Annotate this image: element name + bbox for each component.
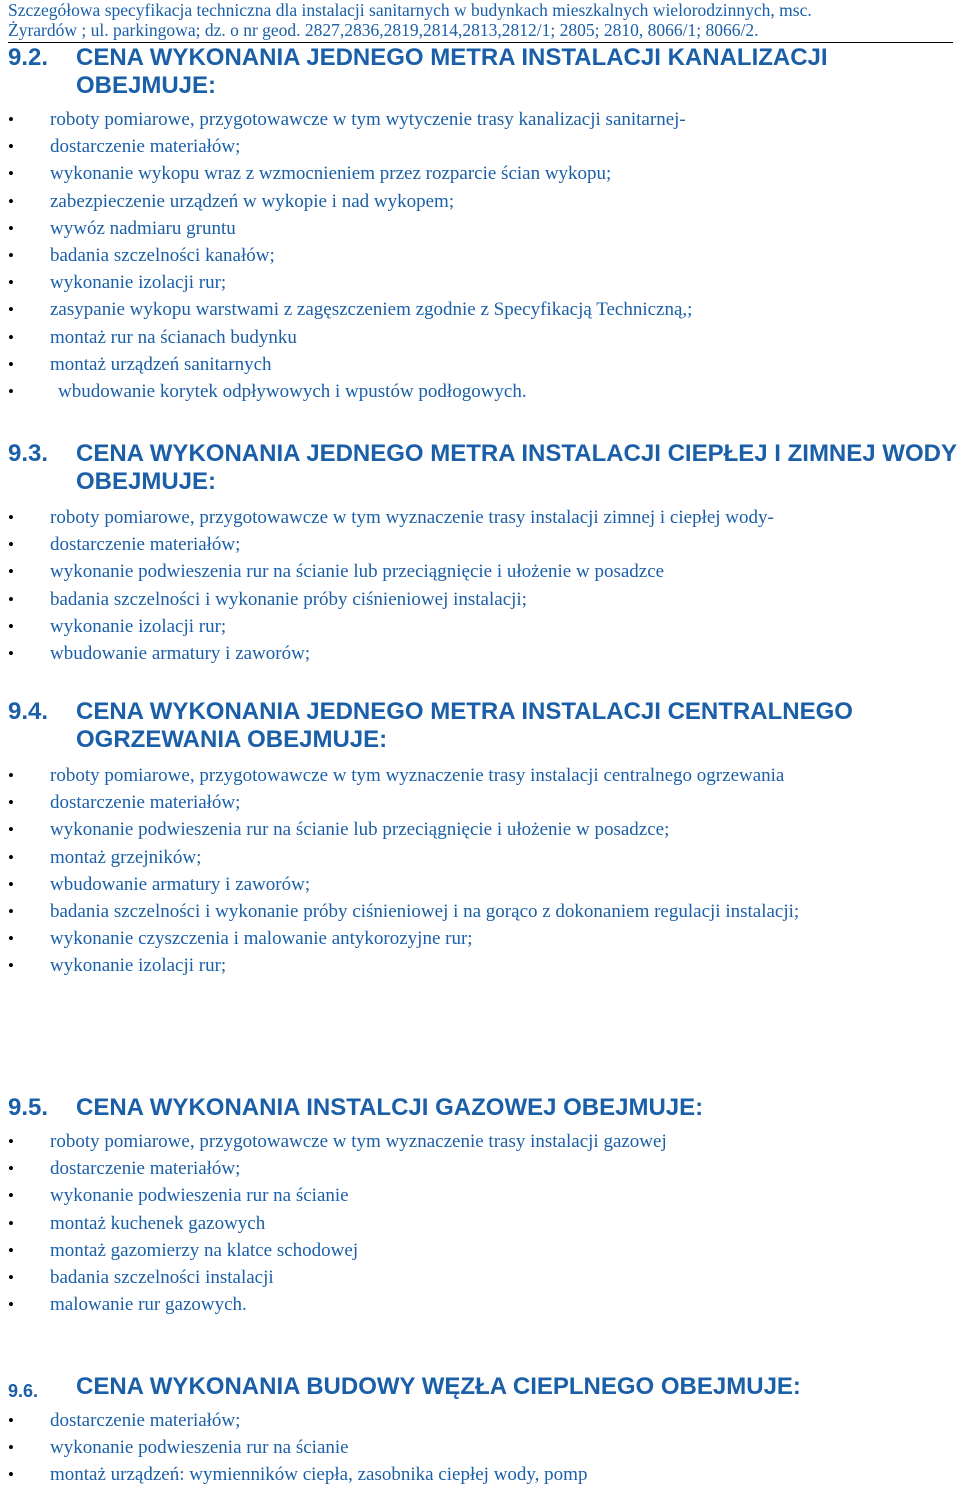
list-item: • montaż gazomierzy na klatce schodowej xyxy=(8,1237,958,1264)
list-item: • montaż grzejników; xyxy=(8,844,958,871)
bullet-icon: • xyxy=(8,535,14,555)
bullet-icon: • xyxy=(8,191,14,211)
list-item: • wbudowanie armatury i zaworów; xyxy=(8,871,958,898)
bullet-icon: • xyxy=(8,616,14,636)
list-item: • montaż rur na ścianach budynku xyxy=(8,324,958,351)
section-number: 9.3. xyxy=(8,440,49,467)
section-9-5 xyxy=(8,1094,958,1318)
list-item: • dostarczenie materiałów; xyxy=(8,1407,958,1434)
header-line-2: Żyrardów ; ul. parkingowa; dz. o nr geod. 2827,2836,2819,2814,2813,2812/1; 2805; 2810, 8066/1; 8066/2. xyxy=(8,20,759,40)
list-item: • roboty pomiarowe, przygotowawcze w tym wyznaczenie trasy instalacji zimnej i ciepłej wody- xyxy=(8,504,958,531)
bullet-icon: • xyxy=(8,902,14,922)
bullet-icon: • xyxy=(8,1438,14,1458)
list-item: • zasypanie wykopu warstwami z zagęszczeniem zgodnie z Specyfikacją Techniczną,; xyxy=(8,296,958,323)
list-item: • wbudowanie korytek odpływowych i wpustów podłogowych. xyxy=(8,378,958,405)
bullet-icon: • xyxy=(8,644,14,664)
bullet-icon: • xyxy=(8,1186,14,1206)
section-title: CENA WYKONANIA JEDNEGO METRA INSTALACJI KANALIZACJI OBEJMUJE: xyxy=(76,44,828,99)
list-item: • wykonanie czyszczenia i malowanie antykorozyjne rur; xyxy=(8,925,958,952)
section-9-2 xyxy=(8,44,958,405)
list-item: • wykonanie izolacji rur; xyxy=(8,952,958,979)
section-title: CENA WYKONANIA JEDNEGO METRA INSTALACJI CIEPŁEJ I ZIMNEJ WODY OBEJMUJE: xyxy=(76,440,957,495)
list-item: • montaż kuchenek gazowych xyxy=(8,1210,958,1237)
bullet-icon: • xyxy=(8,847,14,867)
bullet-icon: • xyxy=(8,508,14,527)
bullet-icon: • xyxy=(8,766,14,785)
list-item: • montaż urządzeń sanitarnych xyxy=(8,351,958,378)
list-item: • roboty pomiarowe, przygotowawcze w tym wytyczenie trasy kanalizacji sanitarnej- xyxy=(8,106,958,133)
list-item: • wbudowanie armatury i zaworów; xyxy=(8,640,958,667)
list-item: • dostarczenie materiałów; xyxy=(8,531,958,558)
bullet-icon: • xyxy=(8,1159,14,1179)
list-item: • wywóz nadmiaru gruntu xyxy=(8,215,958,242)
list-item: • wykonanie podwieszenia rur na ścianie lub przeciągnięcie i ułożenie w posadzce; xyxy=(8,816,958,843)
bullet-icon: • xyxy=(8,1213,14,1233)
list-item: • malowanie rur gazowych. xyxy=(8,1291,958,1318)
list-item: • wykonanie podwieszenia rur na ścianie lub przeciągnięcie i ułożenie w posadzce xyxy=(8,558,958,585)
bullet-icon: • xyxy=(8,1132,14,1151)
item-list xyxy=(8,106,958,405)
list-item: • badania szczelności kanałów; xyxy=(8,242,958,269)
list-item: • badania szczelności instalacji xyxy=(8,1264,958,1291)
section-number: 9.5. xyxy=(8,1094,49,1121)
list-item: • wykonanie podwieszenia rur na ścianie xyxy=(8,1182,958,1209)
list-item: • wykonanie izolacji rur; xyxy=(8,613,958,640)
list-item: • roboty pomiarowe, przygotowawcze w tym wyznaczenie trasy instalacji centralnego ogrzewania xyxy=(8,762,958,789)
item-list xyxy=(8,1128,958,1318)
section-title: CENA WYKONANIA INSTALCJI GAZOWEJ OBEJMUJE: xyxy=(76,1094,704,1121)
bullet-icon: • xyxy=(8,793,14,813)
list-item: • dostarczenie materiałów; xyxy=(8,1155,958,1182)
list-item: • dostarczenie materiałów; xyxy=(8,789,958,816)
section-heading xyxy=(8,1094,958,1122)
list-item: • montaż urządzeń: wymienników ciepła, zasobnika ciepłej wody, pomp xyxy=(8,1461,958,1488)
list-item: • wykonanie podwieszenia rur na ścianie xyxy=(8,1434,958,1461)
list-item: • badania szczelności i wykonanie próby ciśnieniowej instalacji; xyxy=(8,586,958,613)
section-9-3 xyxy=(8,440,958,667)
section-number: 9.4. xyxy=(8,698,49,725)
bullet-icon: • xyxy=(8,137,14,157)
section-title: CENA WYKONANIA BUDOWY WĘZŁA CIEPLNEGO OBEJMUJE: xyxy=(76,1373,801,1400)
bullet-icon: • xyxy=(8,929,14,949)
list-item: • dostarczenie materiałów; xyxy=(8,133,958,160)
bullet-icon: • xyxy=(8,246,14,266)
bullet-icon: • xyxy=(8,327,14,347)
bullet-icon: • xyxy=(8,382,14,402)
bullet-icon: • xyxy=(8,1465,14,1485)
list-item: • wykonanie wykopu wraz z wzmocnieniem przez rozparcie ścian wykopu; xyxy=(8,160,958,187)
bullet-icon: • xyxy=(8,1295,14,1315)
list-item: • roboty pomiarowe, przygotowawcze w tym wyznaczenie trasy instalacji gazowej xyxy=(8,1128,958,1155)
bullet-icon: • xyxy=(8,820,14,840)
bullet-icon: • xyxy=(8,300,14,320)
section-heading xyxy=(8,440,958,496)
section-9-6 xyxy=(8,1373,958,1489)
section-heading xyxy=(8,44,958,100)
header-line-1: Szczegółowa specyfikacja techniczna dla instalacji sanitarnych w budynkach mieszkalnych wielorodzinnych, msc. xyxy=(8,0,812,20)
list-item: • wykonanie izolacji rur; xyxy=(8,269,958,296)
bullet-icon: • xyxy=(8,1411,14,1430)
bullet-icon: • xyxy=(8,354,14,374)
list-item: • badania szczelności i wykonanie próby ciśnieniowej i na gorąco z dokonaniem regulacji instalacji; xyxy=(8,898,958,925)
section-heading xyxy=(8,698,958,754)
section-heading xyxy=(8,1373,958,1401)
section-title: CENA WYKONANIA JEDNEGO METRA INSTALACJI CENTRALNEGO OGRZEWANIA OBEJMUJE: xyxy=(76,698,853,753)
document-header xyxy=(8,0,953,43)
section-number: 9.6. xyxy=(8,1381,39,1401)
item-list xyxy=(8,504,958,667)
bullet-icon: • xyxy=(8,110,14,129)
list-item: • zabezpieczenie urządzeń w wykopie i nad wykopem; xyxy=(8,188,958,215)
bullet-icon: • xyxy=(8,1268,14,1288)
bullet-icon: • xyxy=(8,956,14,976)
item-list xyxy=(8,1407,958,1489)
bullet-icon: • xyxy=(8,562,14,582)
bullet-icon: • xyxy=(8,218,14,238)
bullet-icon: • xyxy=(8,874,14,894)
bullet-icon: • xyxy=(8,589,14,609)
section-number: 9.2. xyxy=(8,44,49,71)
bullet-icon: • xyxy=(8,1240,14,1260)
section-9-4 xyxy=(8,698,958,980)
bullet-icon: • xyxy=(8,164,14,184)
bullet-icon: • xyxy=(8,273,14,293)
item-list xyxy=(8,762,958,980)
